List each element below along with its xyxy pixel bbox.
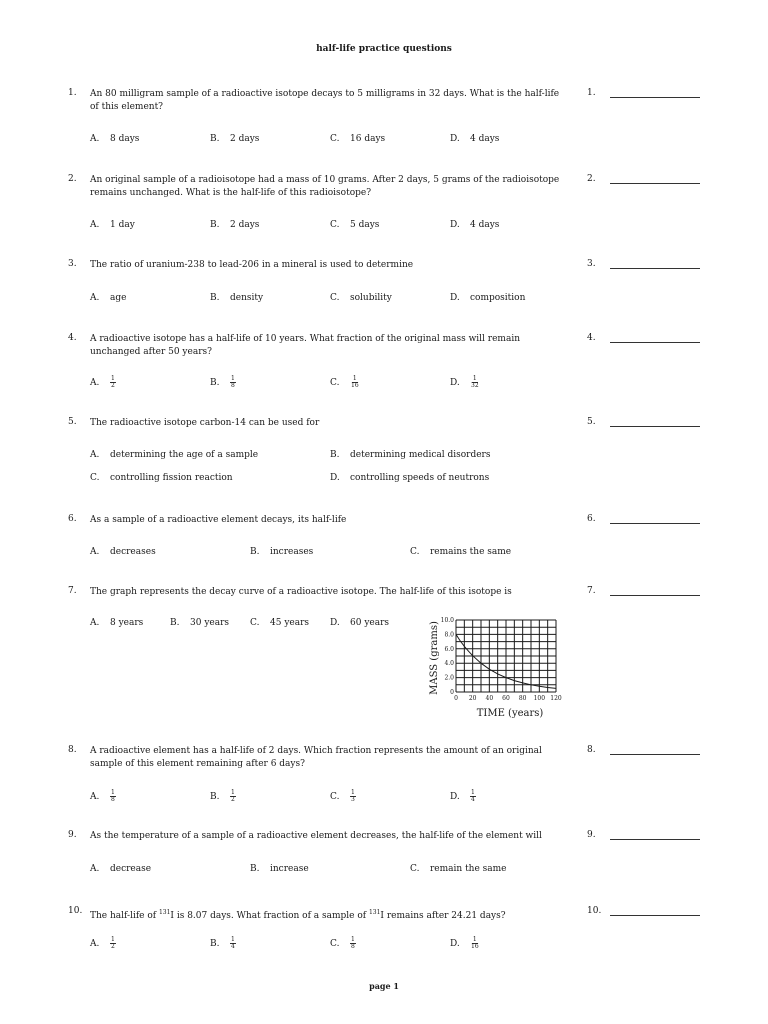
- option-a[interactable]: A. $\frac{1}{2}$: [90, 936, 115, 950]
- option-b[interactable]: B. 2 days: [210, 220, 260, 230]
- chart-grid: [456, 620, 556, 692]
- x-tick-label: 0: [454, 695, 458, 702]
- question-number: 6.: [68, 514, 77, 524]
- option-c[interactable]: C. remains the same: [410, 547, 512, 557]
- option-c[interactable]: C. $\frac{1}{8}$: [330, 936, 355, 950]
- option-a[interactable]: A. $\frac{1}{2}$: [90, 375, 115, 389]
- option-c[interactable]: C. 45 years: [250, 618, 310, 628]
- question-number: 5.: [68, 417, 77, 427]
- answer-blank[interactable]: [610, 342, 700, 343]
- answer-number: 4.: [587, 333, 596, 343]
- fraction: $\frac{1}{2}$: [111, 375, 115, 389]
- answer-number: 2.: [587, 174, 596, 184]
- fraction: $\frac{1}{8}$: [231, 375, 235, 389]
- x-tick-label: 40: [485, 695, 494, 702]
- answer-number: 7.: [587, 586, 596, 596]
- option-b[interactable]: B. $\frac{1}{4}$: [210, 936, 235, 950]
- option-b[interactable]: B. determining medical disorders: [330, 450, 491, 460]
- question-number: 7.: [68, 586, 77, 596]
- option-b[interactable]: B. increases: [250, 547, 314, 557]
- option-a[interactable]: A. decrease: [90, 864, 152, 874]
- fraction: $\frac{1}{32}$: [471, 375, 479, 389]
- question-number: 2.: [68, 174, 77, 184]
- option-a[interactable]: A. 8 days: [90, 134, 140, 144]
- question-text: An original sample of a radioisotope had a mass of 10 grams. After 2 days, 5 grams of the radioisotope remains unchanged. What is the half-life of this radioisotope?: [90, 175, 560, 198]
- question-text: The radioactive isotope carbon-14 can be used for: [90, 418, 320, 428]
- fraction: $\frac{1}{4}$: [471, 789, 475, 803]
- page-title: half-life practice questions: [316, 44, 452, 54]
- question-number: 4.: [68, 333, 77, 343]
- question-text: As the temperature of a sample of a radioactive element decreases, the half-life of the element will: [90, 831, 542, 841]
- option-a[interactable]: A. decreases: [90, 547, 156, 557]
- answer-blank[interactable]: [610, 426, 700, 427]
- question-number: 3.: [68, 259, 77, 269]
- option-a[interactable]: A. 8 years: [90, 618, 144, 628]
- option-c[interactable]: C. remain the same: [410, 864, 507, 874]
- option-c[interactable]: C. 5 days: [330, 220, 380, 230]
- question-text: A radioactive element has a half-life of 2 days. Which fraction represents the amount of an original sample of this element remaining after 6 days?: [90, 746, 542, 769]
- y-tick-label: 10.0: [440, 617, 454, 624]
- x-tick-label: 120: [550, 695, 562, 702]
- answer-number: 6.: [587, 514, 596, 524]
- x-tick-label: 100: [533, 695, 546, 702]
- question-text: As a sample of a radioactive element decays, its half-life: [90, 515, 347, 525]
- x-tick-label: 60: [502, 695, 510, 702]
- x-tick-label: 80: [518, 695, 527, 702]
- y-tick-label: 6.0: [444, 645, 454, 653]
- fraction: $\frac{1}{4}$: [231, 936, 235, 950]
- fraction: $\frac{1}{16}$: [471, 936, 479, 950]
- question-number: 9.: [68, 830, 77, 840]
- option-b[interactable]: B. density: [210, 293, 264, 303]
- option-d[interactable]: D. 4 days: [450, 134, 500, 144]
- option-b[interactable]: B. increase: [250, 864, 309, 874]
- answer-blank[interactable]: [610, 839, 700, 840]
- option-d[interactable]: D. 4 days: [450, 220, 500, 230]
- y-axis-label: MASS (grams): [429, 621, 440, 695]
- answer-blank[interactable]: [610, 183, 700, 184]
- fraction: $\frac{1}{8}$: [351, 936, 355, 950]
- answer-blank[interactable]: [610, 915, 700, 916]
- fraction: $\frac{1}{16}$: [351, 375, 359, 389]
- option-c[interactable]: C. 16 days: [330, 134, 386, 144]
- decay-curve-chart: [424, 612, 574, 722]
- option-b[interactable]: B. $\frac{1}{2}$: [210, 789, 235, 803]
- option-c[interactable]: C. $\frac{1}{3}$: [330, 789, 355, 803]
- question-text: A radioactive isotope has a half-life of 10 years. What fraction of the original mass will remain unchanged after 50 years?: [90, 334, 520, 357]
- answer-blank[interactable]: [610, 97, 700, 98]
- option-a[interactable]: A. 1 day: [90, 220, 135, 230]
- y-tick-label: 2.0: [444, 674, 454, 682]
- answer-number: 5.: [587, 417, 596, 427]
- question-text: The half-life of $^{131}$I is 8.07 days. What fraction of a sample of $^{131}$I remains after 24.21 days?: [90, 909, 506, 921]
- fraction: $\frac{1}{8}$: [111, 789, 115, 803]
- question-number: 1.: [68, 88, 77, 98]
- option-b[interactable]: B. $\frac{1}{8}$: [210, 375, 235, 389]
- answer-number: 3.: [587, 259, 596, 269]
- question-text: The ratio of uranium-238 to lead-206 in a mineral is used to determine: [90, 260, 414, 270]
- answer-number: 9.: [587, 830, 596, 840]
- option-d[interactable]: D. composition: [450, 293, 526, 303]
- x-axis-label: TIME (years): [476, 708, 544, 719]
- option-b[interactable]: B. 2 days: [210, 134, 260, 144]
- fraction: $\frac{1}{3}$: [351, 789, 355, 803]
- y-tick-label: 0: [450, 689, 454, 696]
- option-d[interactable]: D. 60 years: [330, 618, 390, 628]
- y-tick-label: 4.0: [444, 660, 454, 668]
- question-number: 10.: [68, 906, 83, 916]
- answer-blank[interactable]: [610, 523, 700, 524]
- option-c[interactable]: C. $\frac{1}{16}$: [330, 375, 359, 389]
- option-c[interactable]: C. solubility: [330, 293, 392, 303]
- page-footer: page 1: [369, 981, 399, 991]
- option-a[interactable]: A. age: [90, 293, 127, 303]
- option-d[interactable]: D. $\frac{1}{32}$: [450, 375, 479, 389]
- fraction: $\frac{1}{2}$: [111, 936, 115, 950]
- x-tick-label: 20: [468, 695, 477, 702]
- answer-blank[interactable]: [610, 268, 700, 269]
- option-b[interactable]: B. 30 years: [170, 618, 230, 628]
- option-a[interactable]: A. $\frac{1}{8}$: [90, 789, 115, 803]
- answer-number: 10.: [587, 906, 602, 916]
- answer-blank[interactable]: [610, 595, 700, 596]
- chart-ticks: [441, 617, 562, 702]
- question-number: 8.: [68, 745, 77, 755]
- option-c[interactable]: C. controlling fission reaction: [90, 473, 233, 483]
- answer-number: 1.: [587, 88, 596, 98]
- y-tick-label: 8.0: [444, 631, 454, 639]
- option-d[interactable]: D. $\frac{1}{16}$: [450, 936, 479, 950]
- option-a[interactable]: A. determining the age of a sample: [90, 450, 259, 460]
- option-d[interactable]: D. controlling speeds of neutrons: [330, 473, 490, 483]
- question-text: An 80 milligram sample of a radioactive isotope decays to 5 milligrams in 32 days. What is the half-life of this element?: [90, 89, 560, 112]
- fraction: $\frac{1}{2}$: [231, 789, 235, 803]
- answer-blank[interactable]: [610, 754, 700, 755]
- answer-number: 8.: [587, 745, 596, 755]
- option-d[interactable]: D. $\frac{1}{4}$: [450, 789, 475, 803]
- question-text: The graph represents the decay curve of a radioactive isotope. The half-life of this isotope is: [90, 587, 512, 597]
